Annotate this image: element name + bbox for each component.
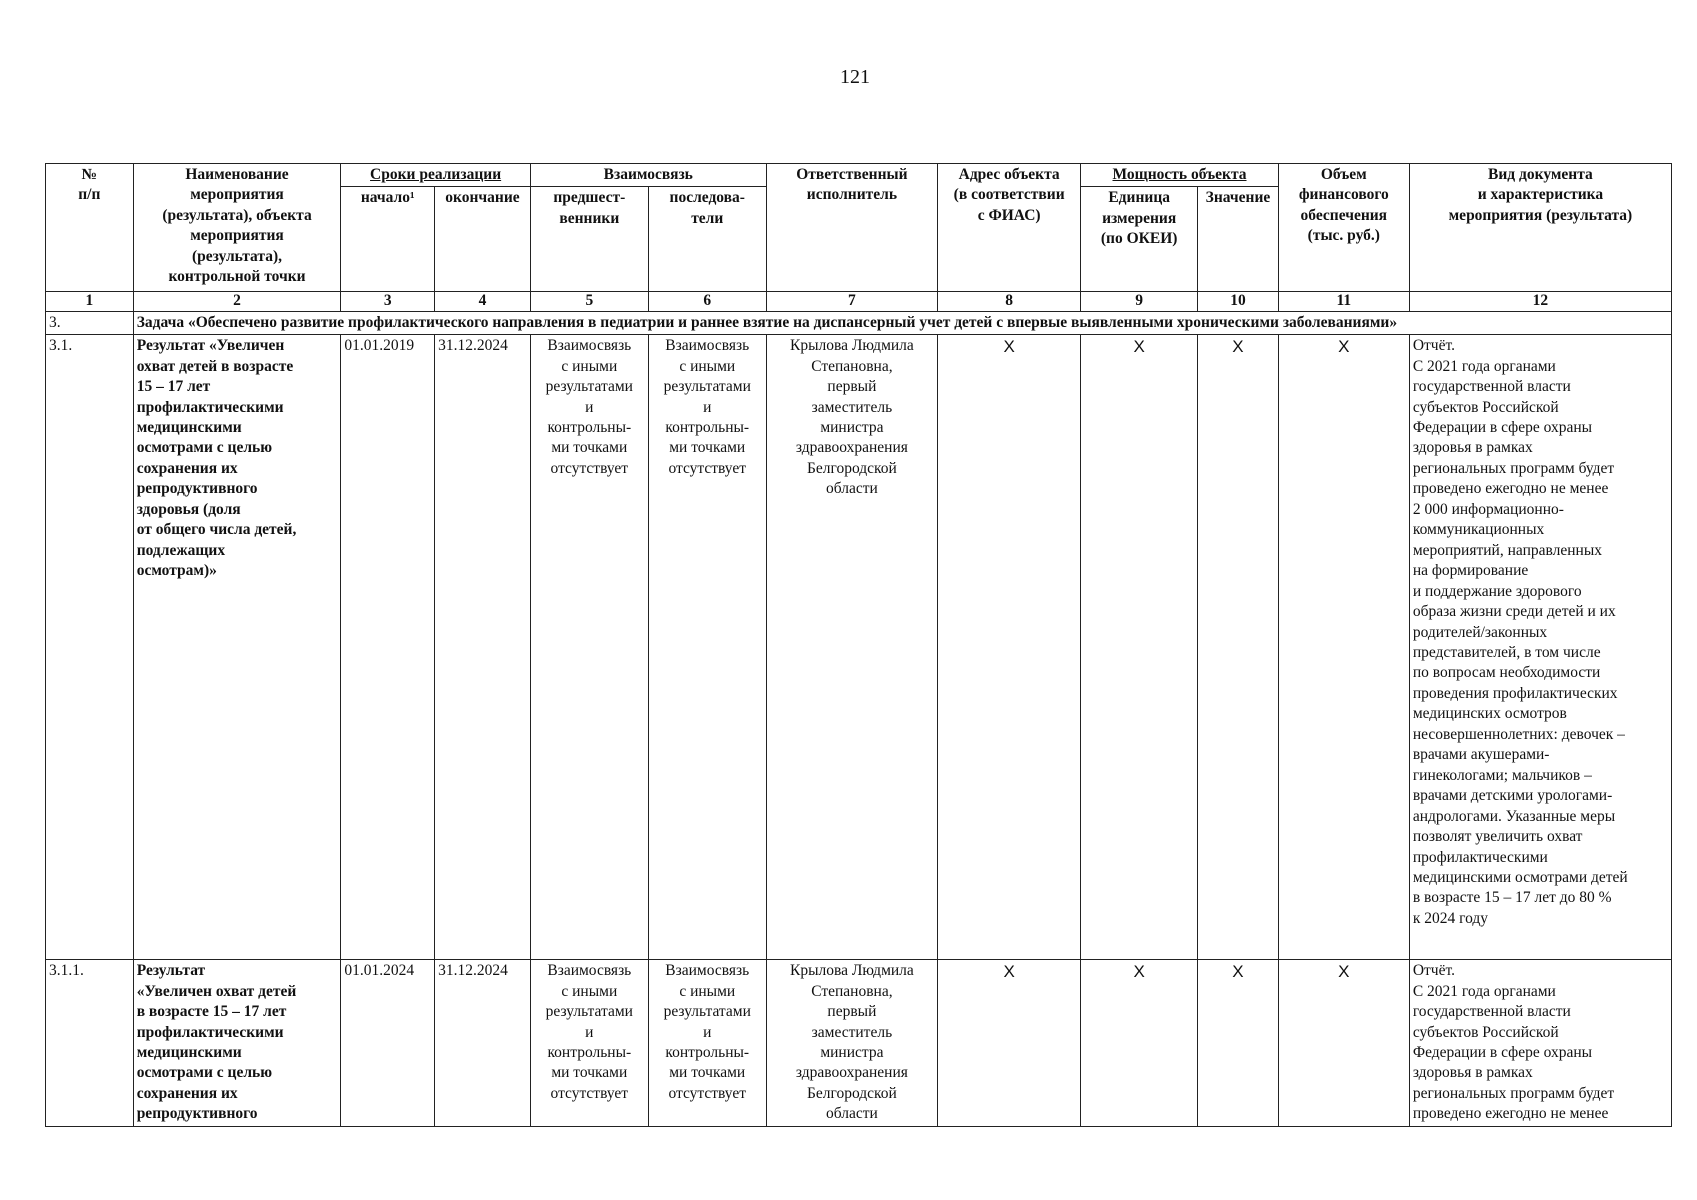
column-number: 11 (1278, 292, 1409, 311)
row-document: Отчёт. С 2021 года органами государственной власти субъектов Российской Федерации в сфере охраны здоровья в рамках региональных программ будет проведено ежегодно не менее 2 000 информационно- коммуникационных мероприятий, направленных на формирование и поддержание здорового образа жизни среди детей и их родителей/законных представителей, в том числе по вопросам необходимости проведения профилактических медицинских осмотров несовершеннолетних: девочек – врачами акушерами- гинекологами; мальчиков – врачами детскими урологами- андрологами. Указанные меры позволят увеличить охват профилактическими медицинскими осмотрами детей в возрасте 15 – 17 лет до 80 % к 2024 году (1409, 335, 1671, 960)
row-num: 3.1.1. (46, 960, 134, 1127)
table-row (46, 960, 1672, 1127)
column-number: 4 (435, 292, 531, 311)
row-end: 31.12.2024 (435, 960, 531, 1127)
header-name: Наименование мероприятия (результата), объекта мероприятия (результата), контрольной точки (133, 164, 341, 292)
row-responsible: Крылова Людмила Степановна, первый заместитель министра здравоохранения Белгородской области (766, 960, 937, 1127)
header-predecessors: предшест- венники (530, 187, 648, 292)
header-terms: Сроки реализации (341, 164, 531, 187)
row-funding: Х (1278, 960, 1409, 1127)
header-relation: Взаимосвязь (530, 164, 766, 187)
row-unit: Х (1081, 960, 1198, 1127)
row-address: Х (938, 960, 1081, 1127)
row-responsible: Крылова Людмила Степановна, первый заместитель министра здравоохранения Белгородской области (766, 335, 937, 960)
row-unit: Х (1081, 335, 1198, 960)
column-number: 3 (341, 292, 435, 311)
column-number: 6 (648, 292, 766, 311)
plan-table (45, 163, 1672, 1127)
header-unit: Единица измерения (по ОКЕИ) (1081, 187, 1198, 292)
column-number: 7 (766, 292, 937, 311)
table-row (46, 335, 1672, 960)
row-name: Результат «Увеличен охват детей в возрасте 15 – 17 лет профилактическими медицинскими осмотрами с целью сохранения их репродуктивного (133, 960, 341, 1127)
column-number: 8 (938, 292, 1081, 311)
row-end: 31.12.2024 (435, 335, 531, 960)
row-successors: Взаимосвязь с иными результатами и контрольны- ми точками отсутствует (648, 335, 766, 960)
header-responsible: Ответственный исполнитель (766, 164, 937, 292)
task-row (46, 311, 1672, 334)
header-document: Вид документа и характеристика мероприятия (результата) (1409, 164, 1671, 292)
row-predecessors: Взаимосвязь с иными результатами и контрольны- ми точками отсутствует (530, 335, 648, 960)
header-funding: Объем финансового обеспечения (тыс. руб.) (1278, 164, 1409, 292)
row-funding: Х (1278, 335, 1409, 960)
column-number: 12 (1409, 292, 1671, 311)
header-value: Значение (1198, 187, 1279, 292)
column-number: 10 (1198, 292, 1279, 311)
header-successors: последова- тели (648, 187, 766, 292)
column-number: 5 (530, 292, 648, 311)
task-text: Задача «Обеспечено развитие профилактического направления в педиатрии и раннее взятие на диспансерный учет детей с впервые выявленными хроническими заболеваниями» (133, 311, 1671, 334)
header-row-1 (46, 164, 1672, 187)
column-number: 1 (46, 292, 134, 311)
header-end: окончание (435, 187, 531, 292)
column-numbers-row (46, 292, 1672, 311)
row-address: Х (938, 335, 1081, 960)
row-start: 01.01.2019 (341, 335, 435, 960)
page-number: 121 (840, 66, 870, 88)
row-num: 3.1. (46, 335, 134, 960)
row-successors: Взаимосвязь с иными результатами и контрольны- ми точками отсутствует (648, 960, 766, 1127)
row-value: Х (1198, 960, 1279, 1127)
column-number: 2 (133, 292, 341, 311)
row-name: Результат «Увеличен охват детей в возрасте 15 – 17 лет профилактическими медицинскими осмотрами с целью сохранения их репродуктивного здоровья (доля от общего числа детей, подлежащих осмотрам)» (133, 335, 341, 960)
column-number: 9 (1081, 292, 1198, 311)
row-start: 01.01.2024 (341, 960, 435, 1127)
row-value: Х (1198, 335, 1279, 960)
task-num: 3. (46, 311, 134, 334)
header-address: Адрес объекта (в соответствии с ФИАС) (938, 164, 1081, 292)
header-start: начало¹ (341, 187, 435, 292)
row-document: Отчёт. С 2021 года органами государственной власти субъектов Российской Федерации в сфере охраны здоровья в рамках региональных программ будет проведено ежегодно не менее (1409, 960, 1671, 1127)
row-predecessors: Взаимосвязь с иными результатами и контрольны- ми точками отсутствует (530, 960, 648, 1127)
header-capacity: Мощность объекта (1081, 164, 1279, 187)
header-num: № п/п (46, 164, 134, 292)
